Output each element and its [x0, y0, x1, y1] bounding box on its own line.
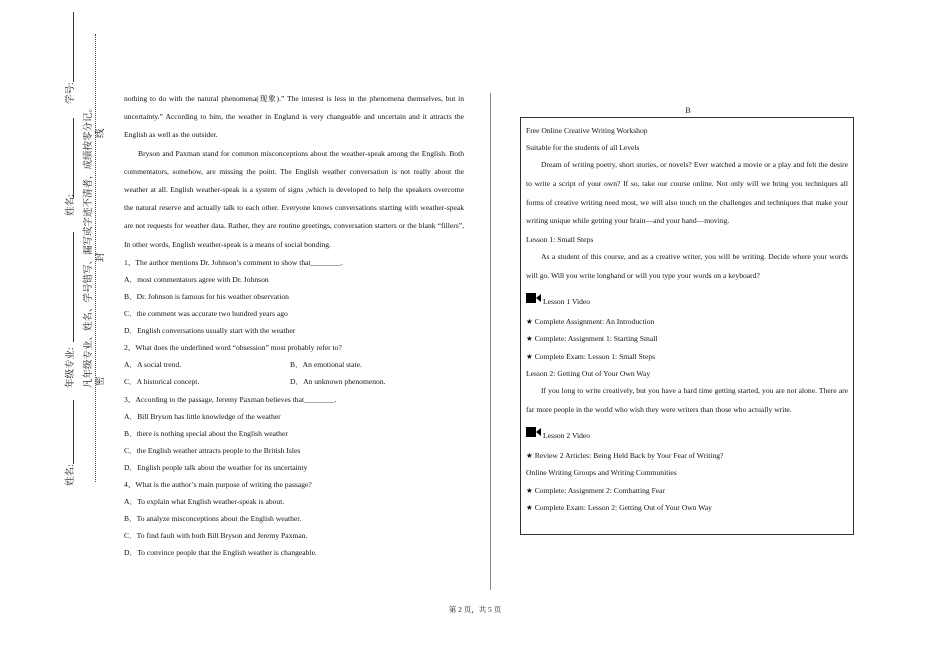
option-a: A．A social trend. [124, 360, 182, 370]
lesson-2-item: ★ Review 2 Articles: Being Held Back by Your Fear of Writing? [526, 451, 724, 461]
class-label: 年级专业: [66, 347, 76, 388]
lesson-2-title: Lesson 2: Getting Out of Your Own Way [526, 368, 651, 378]
passage-label: B [685, 106, 691, 115]
name-line [73, 118, 74, 198]
lesson-2-item: Online Writing Groups and Writing Communities [526, 468, 677, 478]
workshop-title: Free Online Creative Writing Workshop [526, 126, 648, 135]
intro-paragraph: Dream of writing poetry, short stories, or novels? Ever watched a movie or a play and felt the desire to write a script of your own? If so, take our course online. Not only will we bring you techniques all forms of creative writing need most, we will also touch on the challenges and techniques that make your writing unique while getting your brain—and your hand—moving. [526, 160, 848, 226]
option-b: B．there is nothing special about the English weather [124, 428, 288, 438]
seal-xian: 线 [96, 128, 106, 138]
question-2 [124, 339, 464, 390]
passage-paragraph: nothing to do with the natural phenomena(现象).” The interest is less in the phenomena themselves, but in uncertainty.” According to him, the weather in England is very changeable and uncertain and it attracts the English as well as the outsider. [124, 94, 464, 140]
video-camera-icon [526, 292, 542, 304]
option-c: C．the English weather attracts people to the British Isles [124, 445, 301, 455]
seal-feng: 封 [96, 252, 106, 262]
lesson-1-item: ★ Complete: Assignment 1: Starting Small [526, 334, 658, 344]
video-camera-icon [526, 426, 542, 438]
option-c: C．the comment was accurate two hundred years ago [124, 309, 288, 319]
class-line [73, 232, 74, 342]
option-a: A．Bill Bryson has little knowledge of the weather [124, 411, 281, 421]
passage-paragraph: Bryson and Paxman stand for common misconceptions about the weather-speak among the English. Both commentators, somehow, are missing the point. The English weather conversation is not really about the weather at all. English weather-speak is a system of signs ,which is developed to help the speakers overcome the natural reserve and actually talk to each other. Everyone knows conversations starting with weather-speak are not requests for weather data. Rather, they are routine greetings, conversation starters or the blank “fillers”, In other words, English weather-speak is a means of social bonding. [124, 148, 464, 249]
question-3 [124, 391, 464, 476]
option-d: D．English people talk about the weather for its uncertainty [124, 462, 308, 472]
option-c: C．To find fault with both Bill Bryson and Jeremy Paxman. [124, 531, 308, 541]
student-id-label: 学号: [66, 82, 76, 104]
option-d: D．An unknown phenomenon. [290, 377, 386, 387]
school-label: 姓名: [66, 464, 76, 486]
left-column [124, 90, 464, 562]
question-stem: 2、What does the underlined word “obsession” most probably refer to? [124, 343, 342, 353]
passage-b-box [520, 117, 854, 535]
question-4 [124, 476, 464, 561]
question-1 [124, 254, 464, 339]
option-row [124, 373, 464, 390]
option-c: C．A historical concept. [124, 377, 200, 387]
option-d: D．English conversations usually start with the weather [124, 326, 296, 336]
page-footer: 第 2 页，共 5 页 [448, 605, 502, 614]
option-b: B．To analyze misconceptions about the English weather. [124, 514, 302, 524]
lesson-2-item: ★ Complete Exam: Lesson 2: Getting Out of Your Own Way [526, 502, 712, 512]
option-a: A．To explain what English weather-speak is about. [124, 497, 285, 507]
option-b: B．Dr. Johnson is famous for his weather observation [124, 292, 289, 302]
lesson-1-video[interactable] [526, 286, 848, 310]
instruction-text: 凡年级专业、姓名、学号错写、漏写或字迹不清者，成绩按零分记。 [84, 102, 94, 388]
question-stem: 1、The author mentions Dr. Johnson’s comment to show that________. [124, 257, 343, 267]
question-stem: 4、What is the author’s main purpose of writing the passage? [124, 480, 312, 490]
seal-mi: 密 [96, 376, 106, 386]
binding-margin [0, 0, 110, 672]
option-b: B．An emotional state. [290, 360, 362, 370]
video-label: Lesson 1 Video [543, 297, 591, 307]
column-divider [490, 93, 491, 590]
lesson-2-video[interactable] [526, 420, 848, 444]
name-label: 姓名: [66, 194, 76, 216]
question-stem: 3、According to the passage, Jeremy Paxman believes that________. [124, 394, 337, 404]
lesson-1-item: ★ Complete Exam: Lesson 1: Small Steps [526, 351, 656, 361]
student-id-line [73, 12, 74, 82]
school-line [73, 400, 74, 464]
lesson-1-title: Lesson 1: Small Steps [526, 234, 594, 244]
option-d: D．To convince people that the English weather is changeable. [124, 548, 317, 558]
lesson-2-text: If you long to write creatively, but you have a hard time getting started, you are not alone. There are far more people in the world who wish they were writers than those who actually write. [526, 385, 848, 414]
option-row [124, 356, 464, 373]
option-a: A．most commentators agree with Dr. Johnson [124, 274, 269, 284]
lesson-1-text: As a student of this course, and as a creative writer, you will be writing. Decide where your words will go. Will you write longhand or will you type your words on a keyboard? [526, 251, 848, 280]
workshop-subtitle: Suitable for the students of all Levels [526, 143, 640, 153]
lesson-2-item: ★ Complete: Assignment 2: Combatting Fear [526, 485, 666, 495]
seal-dotted-line [95, 34, 96, 482]
video-label: Lesson 2 Video [543, 431, 591, 441]
lesson-1-item: ★ Complete Assignment: An Introduction [526, 317, 655, 327]
